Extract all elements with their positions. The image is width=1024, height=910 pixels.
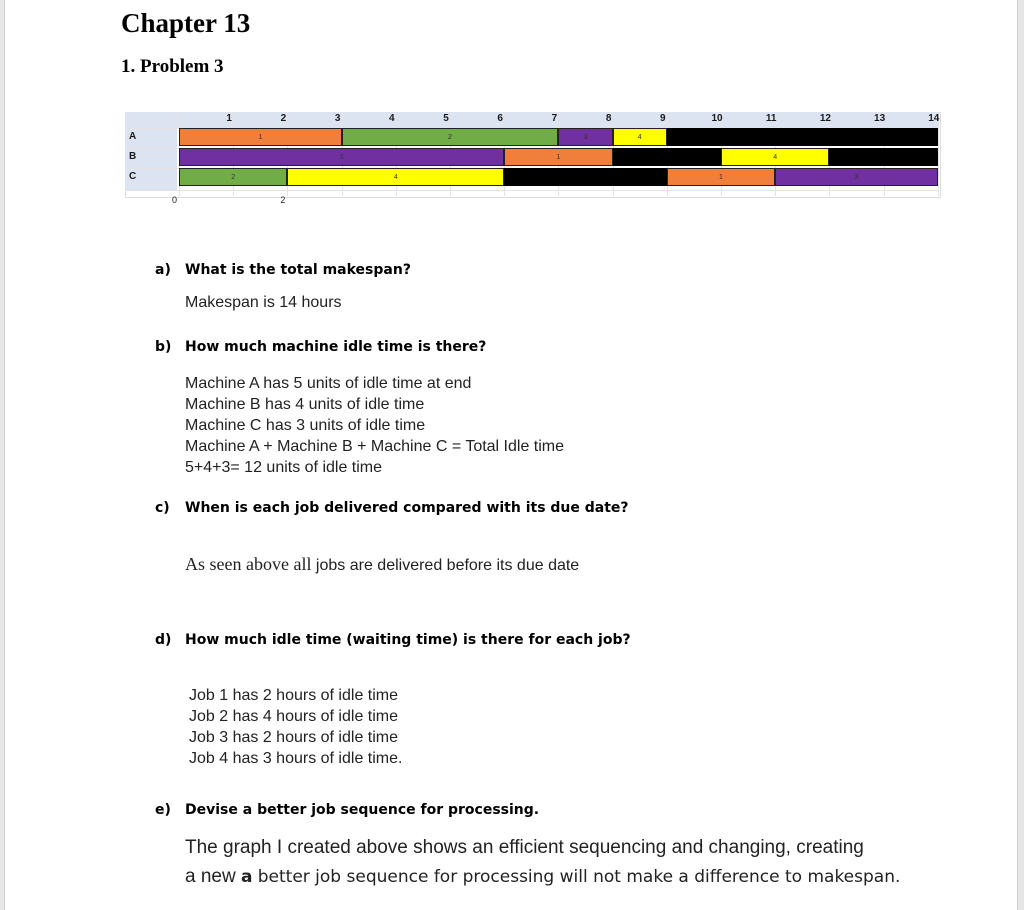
question-b-text: How much machine idle time is there? bbox=[185, 339, 487, 355]
answer-b-line: 5+4+3= 12 units of idle time bbox=[185, 459, 383, 476]
question-e-letter: e) bbox=[155, 802, 171, 818]
answer-b-line: Machine B has 4 units of idle time bbox=[185, 396, 425, 413]
time-tick-label: 3 bbox=[334, 113, 341, 124]
bottom-tick-label: 0 bbox=[172, 195, 178, 205]
answer-c-part1: As seen above all bbox=[185, 554, 312, 574]
answer-e-line2-b: a bbox=[240, 867, 253, 887]
document-page bbox=[4, 0, 1018, 910]
job-bar: 3 bbox=[558, 128, 612, 146]
answer-d-line: Job 1 has 2 hours of idle time bbox=[189, 687, 399, 704]
machine-label: C bbox=[129, 171, 137, 182]
question-b-letter: b) bbox=[155, 339, 172, 355]
answer-d bbox=[189, 685, 402, 769]
time-tick-label: 13 bbox=[874, 113, 886, 124]
bottom-tick-label: 2 bbox=[280, 195, 286, 205]
question-a-letter: a) bbox=[155, 262, 171, 278]
job-bar: 4 bbox=[613, 128, 667, 146]
job-bar: 1 bbox=[667, 168, 775, 186]
answer-d-line: Job 2 has 4 hours of idle time bbox=[189, 708, 399, 725]
job-bar: 4 bbox=[721, 148, 829, 166]
job-bar: 3 bbox=[179, 148, 504, 166]
gantt-chart bbox=[121, 108, 941, 206]
time-tick-label: 6 bbox=[497, 113, 503, 124]
answer-e-line2 bbox=[185, 862, 900, 892]
question-e-text: Devise a better job sequence for processing. bbox=[185, 802, 540, 818]
time-tick-label: 11 bbox=[765, 113, 777, 124]
answer-a: Makespan is 14 hours bbox=[185, 294, 342, 311]
question-a bbox=[155, 262, 411, 278]
machine-label: B bbox=[129, 151, 137, 162]
job-bar: 1 bbox=[504, 148, 612, 166]
answer-d-line: Job 4 has 3 hours of idle time. bbox=[189, 750, 403, 767]
job-bar: 4 bbox=[287, 168, 504, 186]
question-e bbox=[155, 802, 539, 818]
grid-row-line bbox=[125, 190, 939, 191]
answer-e-line2-c: better job sequence for processing will not make a difference to makespan. bbox=[257, 867, 901, 887]
question-d-letter: d) bbox=[155, 632, 172, 648]
time-tick-label: 12 bbox=[819, 113, 831, 124]
question-d bbox=[155, 632, 631, 648]
time-tick-label: 5 bbox=[443, 113, 449, 124]
answer-e-line2-a: a new bbox=[185, 866, 236, 887]
idle-block bbox=[829, 148, 937, 166]
grid-line bbox=[938, 112, 939, 196]
answer-b-line: Machine A has 5 units of idle time at end bbox=[185, 375, 472, 392]
idle-block bbox=[613, 148, 721, 166]
answer-c bbox=[185, 554, 579, 575]
answer-d-line: Job 3 has 2 hours of idle time bbox=[189, 729, 399, 746]
answer-b-line: Machine C has 3 units of idle time bbox=[185, 417, 426, 434]
machine-label: A bbox=[129, 131, 137, 142]
question-c-text: When is each job delivered compared with its due date? bbox=[185, 500, 629, 516]
idle-block bbox=[667, 128, 938, 146]
job-bar: 2 bbox=[342, 128, 559, 146]
answer-b bbox=[185, 373, 564, 478]
time-tick-label: 1 bbox=[226, 113, 232, 124]
question-d-text: How much idle time (waiting time) is there for each job? bbox=[185, 632, 631, 648]
time-tick-label: 7 bbox=[551, 113, 558, 124]
idle-block bbox=[504, 168, 667, 186]
answer-b-line: Machine A + Machine B + Machine C = Total Idle time bbox=[185, 438, 565, 455]
job-bar: 3 bbox=[775, 168, 938, 186]
question-b bbox=[155, 339, 486, 355]
time-tick-label: 10 bbox=[711, 113, 723, 124]
job-bar: 1 bbox=[179, 128, 342, 146]
question-c-letter: c) bbox=[155, 500, 170, 516]
time-tick-label: 4 bbox=[389, 113, 395, 124]
job-bar: 2 bbox=[179, 168, 287, 186]
chapter-title: Chapter 13 bbox=[121, 8, 251, 38]
answer-e-line1: The graph I created above shows an efficient sequencing and changing, creating bbox=[185, 837, 864, 858]
answer-e bbox=[185, 833, 900, 892]
question-a-text: What is the total makespan? bbox=[185, 262, 411, 278]
question-c bbox=[155, 500, 629, 516]
time-tick-label: 2 bbox=[280, 113, 287, 124]
time-tick-label: 9 bbox=[660, 113, 666, 124]
problem-title: 1. Problem 3 bbox=[121, 56, 224, 77]
answer-c-part2: jobs are delivered before its due date bbox=[315, 557, 580, 574]
time-tick-label: 14 bbox=[928, 113, 940, 124]
time-tick-label: 8 bbox=[605, 113, 612, 124]
